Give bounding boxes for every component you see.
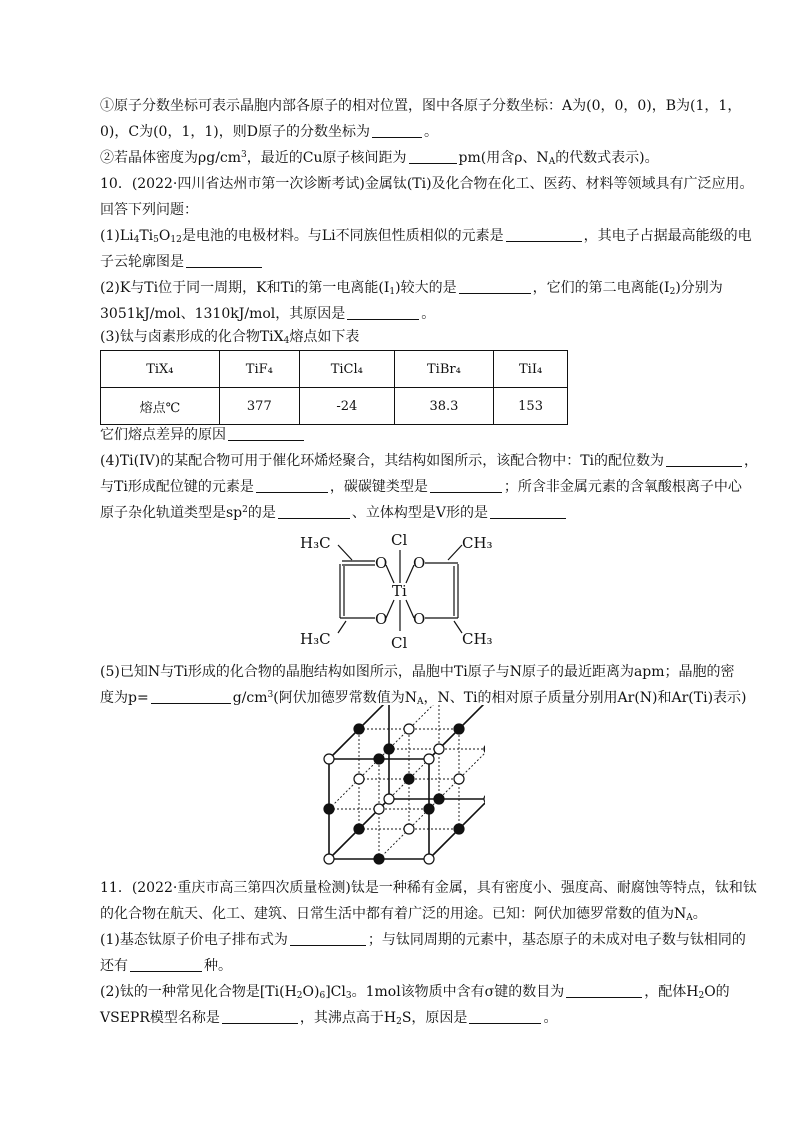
answer-blank[interactable] [151, 689, 231, 704]
table-cell: TiX₄ [101, 351, 220, 388]
hollow-atom [324, 754, 334, 764]
answer-blank[interactable] [186, 253, 262, 268]
hollow-atom [324, 854, 334, 864]
answer-blank[interactable] [228, 426, 304, 441]
table-cell: -24 [299, 388, 394, 425]
table-header-row [101, 351, 568, 388]
answer-blank[interactable] [506, 227, 582, 242]
q11-part-2: (2)钛的一种常见化合物是$[Ti(H_2O)_6]Cl_3$。1mol该物质中含有σ键的数目为 ，配体$H_2O$的 [100, 984, 730, 1001]
hollow-atom [354, 774, 364, 784]
h3c-bottom-label: H₃C [300, 630, 331, 648]
q11-title: 11．(2022·重庆市高三第四次质量检测)钛是一种稀有金属，具有密度小、强度高、耐腐蚀等特点，钛和钛 [100, 880, 757, 896]
filled-atom [484, 744, 485, 754]
answer-blank[interactable] [290, 931, 366, 946]
cl-top-label: Cl [391, 531, 408, 549]
table-cell: 153 [494, 388, 568, 425]
q10-part-4: (4)Ti(IV)的某配合物可用于催化环烯烃聚合，其结构如图所示，该配合物中：Ti的配位数为 ， [100, 453, 759, 469]
hollow-atom [424, 754, 434, 764]
answer-blank[interactable] [666, 452, 742, 467]
answer-blank[interactable] [347, 305, 419, 320]
question-part-2: ②若晶体密度为$\rho g/cm^3$，最近的Cu原子核间距为 pm(用含ρ、$N_A$的代数式表示)。 [100, 150, 659, 167]
question-part-1: ①原子分数坐标可表示晶胞内部各原子的相对位置，图中各原子分数坐标：A为(0，0，0)，B为(1，1， [100, 98, 742, 114]
answer-blank[interactable] [130, 957, 202, 972]
q11-part-1: (1)基态钛原子价电子排布式为 ；与钛同周期的元素中，基态原子的未成对电子数与钛相同的 [100, 932, 746, 948]
q10-part-2: (2)K与Ti位于同一周期，K和Ti的第一电离能$(I_1)$较大的是 ，它们的第二电离能$(I_2)$分别为 [100, 280, 723, 297]
q10-part-2-cont: 3051kJ/mol、1310kJ/mol，其原因是 。 [100, 306, 436, 322]
q10-title: 10．(2022·四川省达州市第一次诊断考试)金属钛(Ti)及化合物在化工、医药、材料等领域具有广泛应用。 [100, 176, 754, 192]
q11-title-cont: 的化合物在航天、化工、建筑、日常生活中都有着广泛的用途。已知：阿伏加德罗常数的值为$N_A$。 [100, 906, 707, 923]
ti-complex-structure [290, 528, 510, 654]
o-top-left-label: O [375, 554, 388, 572]
filled-atom [454, 824, 464, 834]
tin-crystal-cell-diagram [315, 705, 485, 873]
filled-atom [424, 804, 434, 814]
table-cell: 377 [219, 388, 299, 425]
answer-blank[interactable] [430, 478, 502, 493]
filled-atom [354, 824, 364, 834]
answer-blank[interactable] [566, 983, 642, 998]
filled-atom [434, 794, 444, 804]
filled-atom [374, 754, 384, 764]
hollow-atom [404, 824, 414, 834]
hollow-atom [404, 724, 414, 734]
answer-blank[interactable] [256, 478, 328, 493]
filled-atom [404, 774, 414, 784]
o-top-right-label: O [413, 554, 426, 572]
filled-atom [324, 804, 334, 814]
hollow-atom [384, 794, 394, 804]
o-bottom-right-label: O [413, 610, 426, 628]
q11-part-1-cont: 还有 种。 [100, 958, 232, 974]
q10-part-4-cont: 与Ti形成配位键的元素是 ，碳碳键类型是 ；所含非金属元素的含氧酸根离子中心 [100, 479, 742, 495]
table-cell: TiBr₄ [394, 351, 493, 388]
ti-label: Ti [392, 582, 407, 600]
answer-blank[interactable] [372, 123, 422, 138]
cl-bottom-label: Cl [391, 634, 408, 652]
o-bottom-left-label: O [375, 610, 388, 628]
answer-blank[interactable] [459, 279, 531, 294]
hollow-atom [454, 774, 464, 784]
ch3-bottom-label: CH₃ [462, 630, 493, 648]
answer-blank[interactable] [409, 149, 457, 164]
q10-part-1: $(1)Li_4Ti_5O_{12}$是电池的电极材料。与Li不同族但性质相似的元素是 ，其电子占据最高能级的电 [100, 228, 752, 245]
table-cell: TiCl₄ [299, 351, 394, 388]
filled-atom [354, 724, 364, 734]
table-cell: 熔点℃ [101, 388, 220, 425]
question-part-1-cont: 0)，C为(0，1，1)，则D原子的分数坐标为 。 [100, 124, 438, 140]
q10-part-4-cont2: 原子杂化轨道类型是$sp^2$的是 、立体构型是V形的是 [100, 503, 568, 523]
table-cell: TiI₄ [494, 351, 568, 388]
table-cell: 38.3 [394, 388, 493, 425]
hollow-atom [434, 744, 444, 754]
q10-intro: 回答下列问题： [100, 202, 198, 218]
q11-part-2-cont: VSEPR模型名称是 ，其沸点高于$H_2S$，原因是 。 [100, 1010, 558, 1027]
q10-part-5-cont: 度为$p= g/cm^3$(阿伏加德罗常数值为$N_A$，N、Ti的相对原子质量分别用Ar(N)和Ar(Ti)表示) [100, 690, 747, 707]
q10-part-5: (5)已知N与Ti形成的化合物的晶胞结构如图所示，晶胞中Ti原子与N原子的最近距离为apm；晶胞的密 [100, 664, 735, 680]
ch3-top-label: CH₃ [462, 534, 493, 552]
q10-part-3-reason: 它们熔点差异的原因 [100, 425, 306, 445]
hollow-atom [374, 804, 384, 814]
filled-atom [374, 854, 384, 864]
hollow-atom [424, 854, 434, 864]
melting-point-table [100, 350, 568, 425]
answer-blank[interactable] [278, 504, 350, 519]
filled-atom [384, 744, 394, 754]
q10-part-1-cont: 子云轮廓图是 [100, 252, 264, 272]
table-cell: TiF₄ [219, 351, 299, 388]
h3c-top-label: H₃C [300, 534, 331, 552]
q10-part-3: (3)钛与卤素形成的化合物TiX$_4$熔点如下表 [100, 329, 360, 346]
filled-atom [454, 724, 464, 734]
answer-blank[interactable] [222, 1009, 298, 1024]
answer-blank[interactable] [469, 1009, 541, 1024]
answer-blank[interactable] [490, 504, 566, 519]
table-row [101, 388, 568, 425]
